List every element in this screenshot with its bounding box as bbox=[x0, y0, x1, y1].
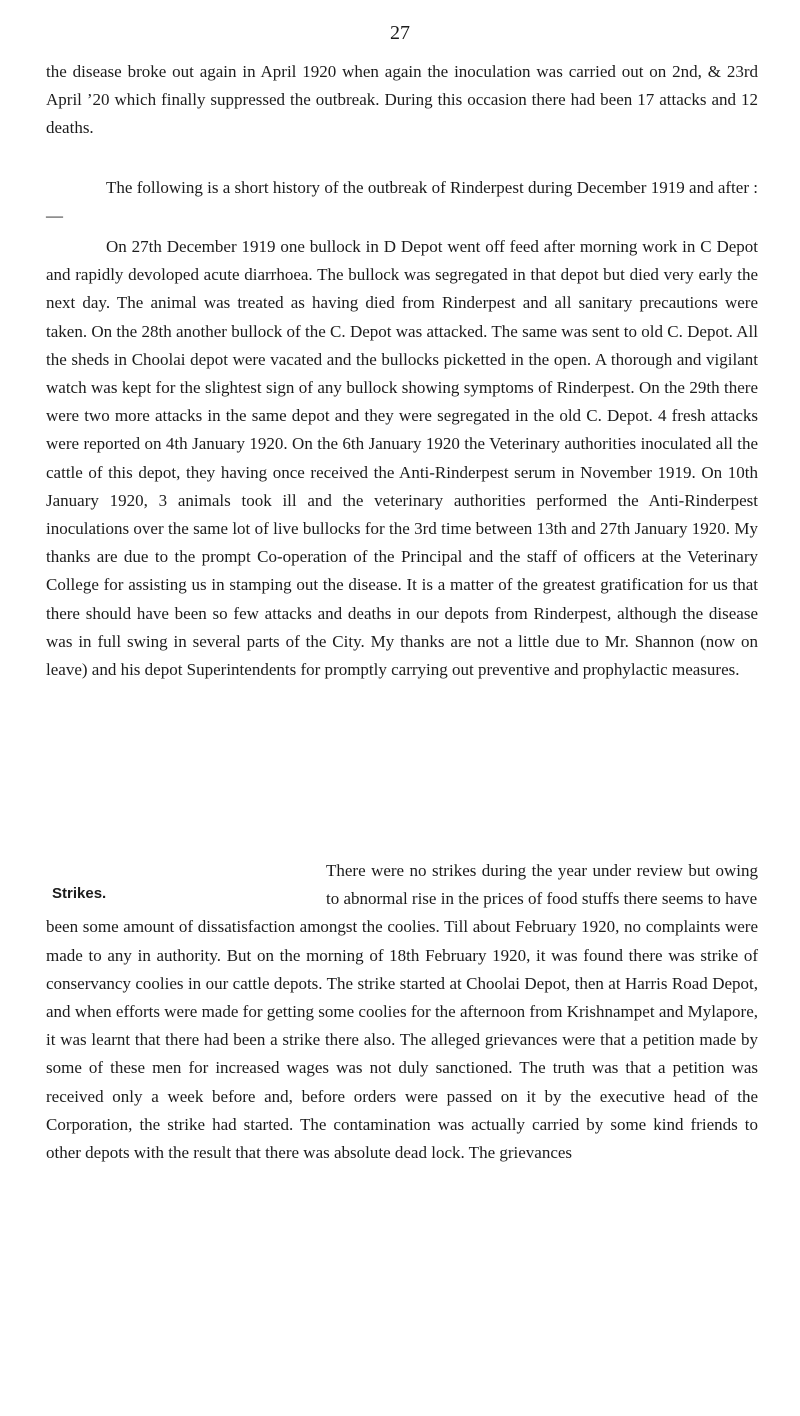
page-number: 27 bbox=[390, 22, 410, 44]
strikes-paragraph-lead: There were no strikes during the year under review but owing to abnormal rise in the prices of food stuffs there seems to have bbox=[326, 861, 758, 909]
paragraph-outbreak-april: the disease broke out again in April 1920 when again the inoculation was carried out on 2nd, & 23rd April ’20 which finally suppressed the outbreak. During this occasion there had been 17 attacks and 12 deaths. bbox=[46, 62, 758, 138]
margin-heading-strikes: Strikes. bbox=[52, 885, 107, 902]
paragraph-strikes bbox=[46, 857, 758, 1167]
paragraph-rinderpest-history: On 27th December 1919 one bullock in D Depot went off feed after morning work in C Depot and rapidly devoloped acute diarrhoea. The bullock was segregated in that depot but died very early the next day. The animal was treated as having died from Rinderpest and all sanitary precautions were taken. On the 28th another bullock of the C. Depot was attacked. The same was sent to old C. Depot. All the sheds in Choolai depot were vacated and the bullocks picketted in the open. A thorough and vigilant watch was kept for the slightest sign of any bullock showing symptoms of Rinderpest. On the 29th there were two more attacks in the same depot and they were segregated in the old C. Depot. 4 fresh attacks were reported on 4th January 1920. On the 6th January 1920 the Veterinary authorities inoculated all the cattle of this depot, they having once received the Anti-Rinderpest serum in November 1919. On 10th January 1920, 3 animals took ill and the veterinary authorities performed the Anti-Rinderpest inoculations over the same lot of live bullocks for the 3rd time between 13th and 27th January 1920. My thanks are due to the prompt Co-operation of the Principal and the staff of officers at the Veterinary College for assisting us in stamping out the disease. It is a matter of the greatest gratification for us that there should have been so few attacks and deaths in our depots from Rinderpest, although the disease was in full swing in several parts of the City. My thanks are not a little due to Mr. Shannon (now on leave) and his depot Superintendents for promptly carrying out preventive and prophylactic measures. bbox=[46, 237, 758, 680]
paragraph-history-intro: The following is a short history of the outbreak of Rinderpest during December 1919 and after :— bbox=[46, 178, 758, 226]
strikes-paragraph-body: been some amount of dissatisfaction amongst the coolies. Till about February 1920, no complaints were made to any in authority. But on the morning of 18th February 1920, it was found there was strike of conservancy coolies in our cattle depots. The strike started at Choolai Depot, then at Harris Road Depot, and when efforts were made for getting some coolies for the afternoon from Krishnampet and Mylapore, it was learnt that there had been a strike there also. The alleged grievances were that a petition made by some of these men for increased wages was not duly sanctioned. The truth was that a petition was received only a week before and, before orders were passed on it by the executive head of the Corporation, the strike had started. The contamination was actually carried by some kind friends to other depots with the result that there was absolute dead lock. The grievances bbox=[46, 917, 758, 1163]
